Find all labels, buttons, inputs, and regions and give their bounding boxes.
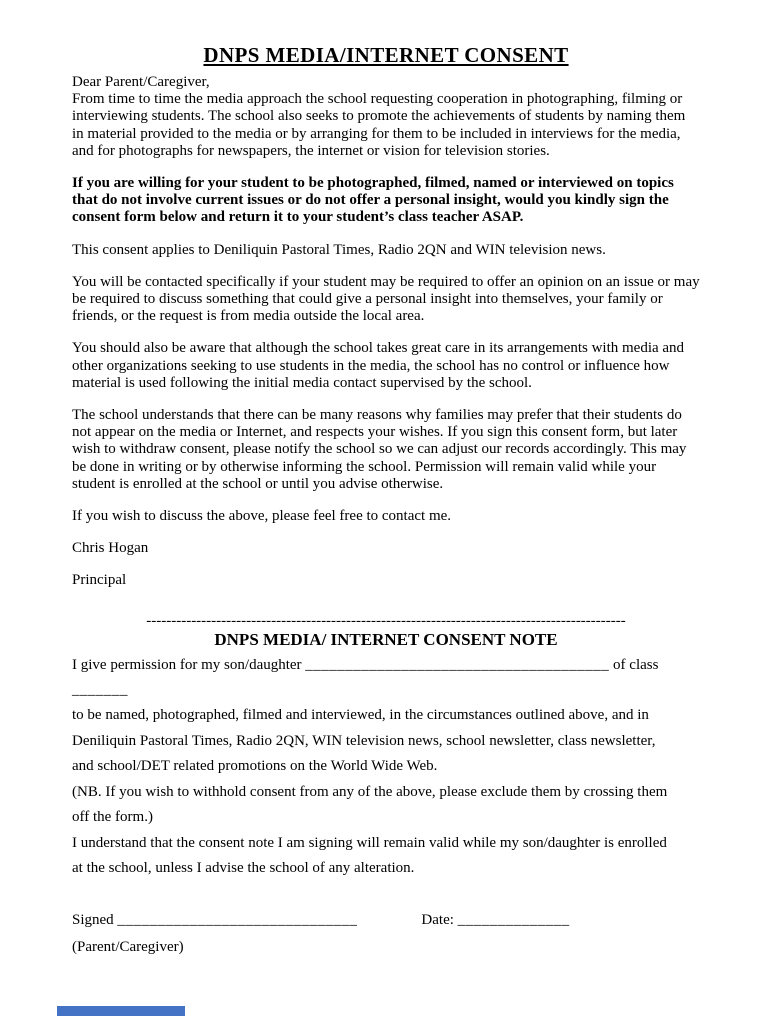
paragraph-intro: From time to time the media approach the school requesting cooperation in photographing, filming or interviewing students. The school also seeks to promote the achievements of students by naming them in material provided to the media or by arranging for them to be included in interviews for the media, and for photographs for newspapers, the internet or vision for television stories. <box>72 91 686 159</box>
parent-caregiver-label: (Parent/Caregiver) <box>72 938 184 955</box>
date-field[interactable]: ______________ <box>457 912 570 929</box>
signed-label: Signed <box>72 912 114 929</box>
date-part <box>421 908 569 933</box>
signature-row <box>72 908 700 933</box>
bottom-blue-bar <box>57 1006 185 1016</box>
consent-note-body <box>72 653 700 882</box>
paragraph-contact-me: If you wish to discuss the above, please feel free to contact me. <box>72 508 452 525</box>
date-label: Date: <box>421 912 454 929</box>
son-daughter-name-field[interactable]: ______________________________________ <box>305 656 610 673</box>
page-title: DNPS MEDIA/INTERNET CONSENT <box>203 43 569 67</box>
signature-field[interactable]: ______________________________ <box>117 912 358 929</box>
of-class-label: of class <box>613 656 659 673</box>
paragraph-withdraw: The school understands that there can be many reasons why families may prefer that their students do not appear on the media or Internet, and respects your wishes. If you sign this consent form, but later wish to withdraw consent, please notify the school so we can adjust our records accordingly. This may be done in writing or by otherwise informing the school. Permission will remain valid while your student is enrolled at the school or until you advise otherwise. <box>72 407 687 492</box>
permission-prefix: I give permission for my son/daughter <box>72 656 302 673</box>
permission-line <box>72 653 700 704</box>
signoff-role: Principal <box>72 572 127 589</box>
nb-line-2: off the form.) <box>72 809 153 826</box>
valid-line-1: I understand that the consent note I am signing will remain valid while my son/daughter is enrolled <box>72 834 667 851</box>
valid-line-2: at the school, unless I advise the school of any alteration. <box>72 859 415 876</box>
paragraph-consent-request: If you are willing for your student to be photographed, filmed, named or interviewed on topics that do not involve current issues or do not offer a personal insight, would you kindly sign the consent form below and return it to your student’s class teacher ASAP. <box>72 175 674 226</box>
signed-part <box>72 908 357 933</box>
class-field[interactable]: _______ <box>72 682 128 699</box>
permission-line-promotions: and school/DET related promotions on the World Wide Web. <box>72 758 438 775</box>
nb-line-1: (NB. If you wish to withhold consent from any of the above, please exclude them by crossing them <box>72 783 668 800</box>
permission-line-media: Deniliquin Pastoral Times, Radio 2QN, WIN television news, school newsletter, class newsletter, <box>72 732 656 749</box>
paragraph-aware: You should also be aware that although the school takes great care in its arrangements with media and other organizations seeking to use students in the media, the school has no control or influence how material is used following the initial media contact supervised by the school. <box>72 340 685 391</box>
paragraph-applies-to: This consent applies to Deniliquin Pastoral Times, Radio 2QN and WIN television news. <box>72 241 606 258</box>
salutation: Dear Parent/Caregiver, <box>72 74 210 90</box>
consent-note-title: DNPS MEDIA/ INTERNET CONSENT NOTE <box>214 629 558 649</box>
dashed-divider: ------------------------------------------------------------------------------------------------ <box>146 613 626 628</box>
signoff-name: Chris Hogan <box>72 540 149 557</box>
paragraph-contacted: You will be contacted specifically if your student may be required to offer an opinion on an issue or may be required to discuss something that could give a personal insight into themselves, your family or friends, or the request is from media outside the local area. <box>72 273 700 325</box>
permission-line-named: to be named, photographed, filmed and interviewed, in the circumstances outlined above, and in <box>72 707 649 724</box>
